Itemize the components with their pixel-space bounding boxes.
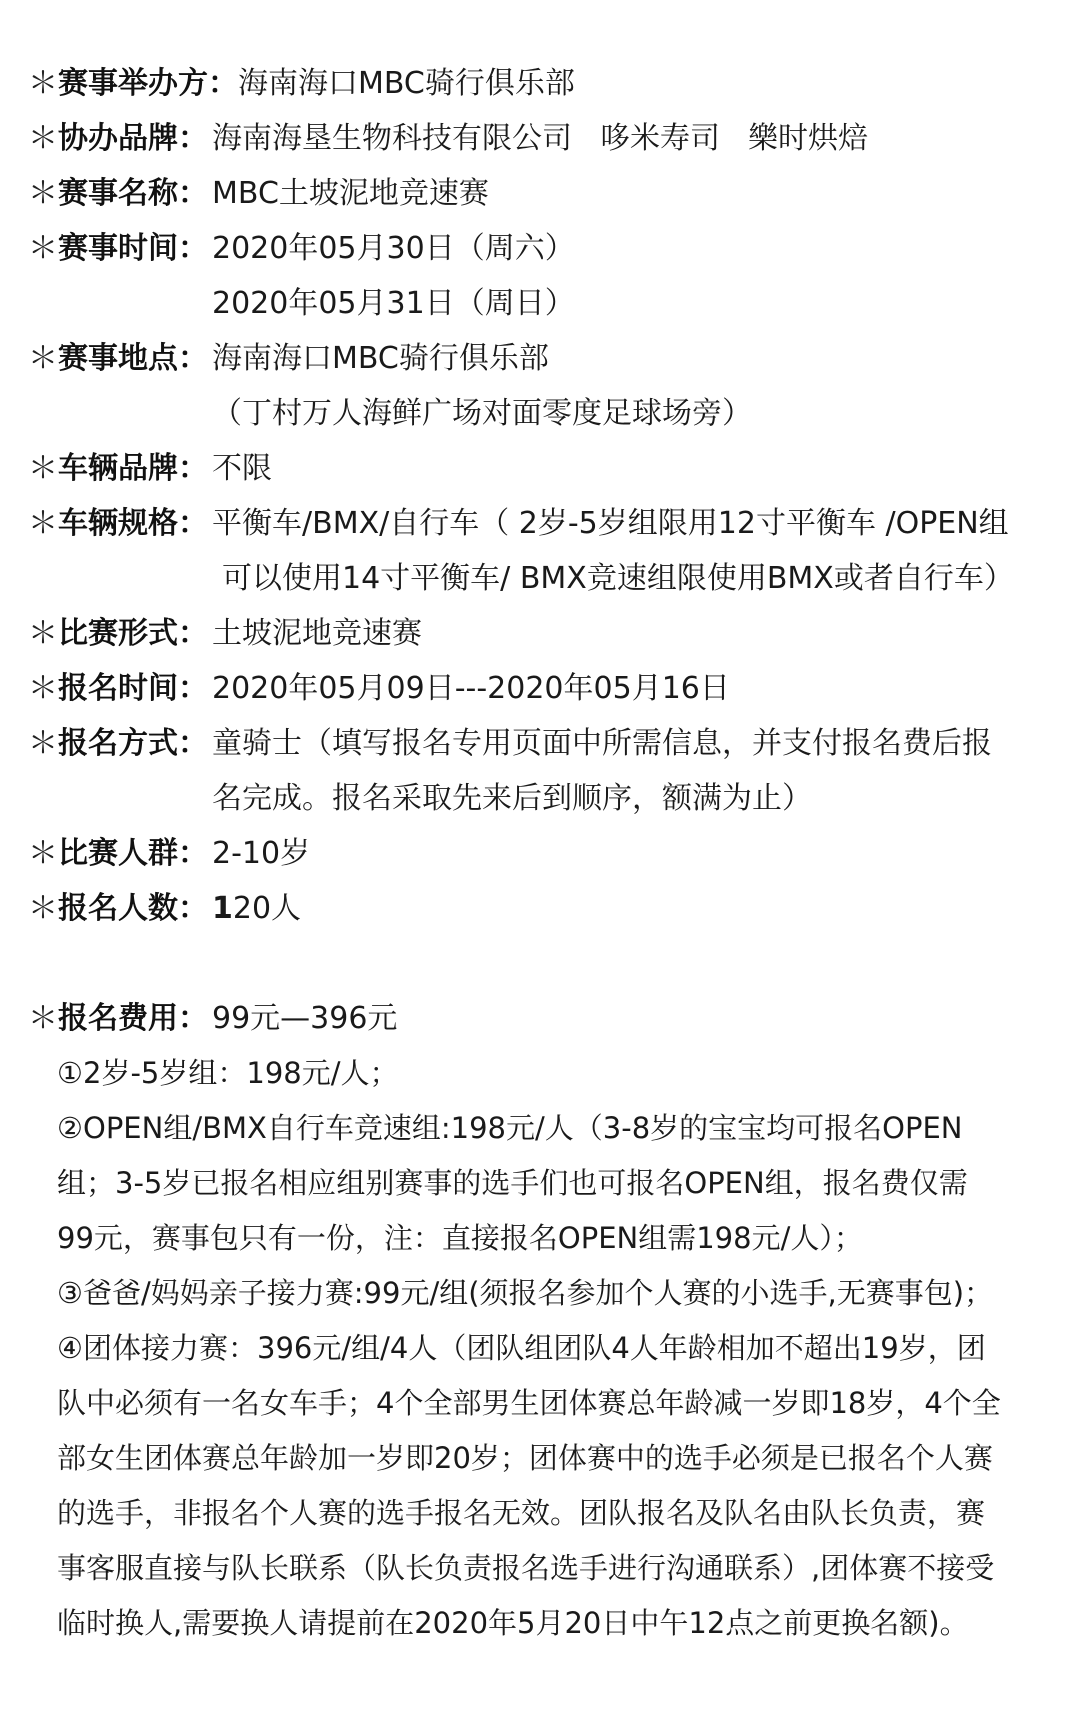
info-row-race-format (0, 606, 1080, 661)
bullet-star: ＊ (28, 176, 58, 211)
bullet-star: ＊ (28, 121, 58, 156)
row-label: 报名人数： (58, 891, 208, 926)
spacer (0, 936, 1080, 991)
bullet-star: ＊ (28, 231, 58, 266)
row-value: 童骑士（填写报名专用页面中所需信息，并支付报名费后报 (212, 726, 992, 761)
row-value: 土坡泥地竞速赛 (212, 616, 422, 651)
event-info-document (0, 56, 1080, 1651)
row-label: 车辆规格： (58, 506, 208, 541)
bullet-star: ＊ (28, 1001, 58, 1036)
info-row-vehicle-spec (0, 496, 1080, 606)
bullet-star: ＊ (28, 506, 58, 541)
fee-detail-line: 99元，赛事包只有一份，注：直接报名OPEN组需198元/人）； (57, 1221, 863, 1255)
fee-detail-line: 队中必须有一名女车手；4个全部男生团体赛总年龄减一岁即18岁，4个全 (57, 1386, 1001, 1420)
brand-name: 樂时烘焙 (748, 121, 868, 156)
fee-detail-line: 的选手，非报名个人赛的选手报名无效。团队报名及队名由队长负责，赛 (57, 1496, 986, 1530)
brand-name: 哆米寿司 (600, 121, 720, 156)
row-label: 比赛人群： (58, 836, 208, 871)
info-row-vehicle-brand (0, 441, 1080, 496)
fee-detail-line: ②OPEN组/BMX自行车竞速组:198元/人（3-8岁的宝宝均可报名OPEN (57, 1111, 963, 1145)
fee-detail-line: 组；3-5岁已报名相应组别赛事的选手们也可报名OPEN组，报名费仅需 (57, 1166, 968, 1200)
row-value: MBC土坡泥地竞速赛 (212, 176, 489, 211)
row-value: 名完成。报名采取先来后到顺序，额满为止） (212, 781, 812, 816)
fee-detail-line: ④团体接力赛：396元/组/4人（团队组团队4人年龄相加不超出19岁，团 (57, 1331, 986, 1365)
info-row-registration-method (0, 716, 1080, 826)
row-value: 2020年05月09日---2020年05月16日 (212, 671, 730, 706)
brand-name: 海南海垦生物科技有限公司 (212, 121, 572, 156)
bullet-star: ＊ (28, 726, 58, 761)
info-row-event-location (0, 331, 1080, 441)
bullet-star: ＊ (28, 671, 58, 706)
fee-detail-line: 部女生团体赛总年龄加一岁即20岁；团体赛中的选手必须是已报名个人赛 (57, 1441, 993, 1475)
row-label: 协办品牌： (58, 121, 208, 156)
row-value: 2020年05月31日（周日） (212, 286, 575, 321)
info-row-co-brands (0, 111, 1080, 166)
row-value: 2020年05月30日（周六） (212, 231, 575, 266)
row-label: 报名时间： (58, 671, 208, 706)
row-value: 不限 (212, 451, 272, 486)
fee-detail-line: 临时换人,需要换人请提前在2020年5月20日中午12点之前更换名额)。 (57, 1606, 969, 1640)
row-label: 赛事地点： (58, 341, 208, 376)
info-row-age-group (0, 826, 1080, 881)
info-row-participant-count (0, 881, 1080, 936)
count-prefix: 1 (212, 891, 233, 926)
info-row-event-time (0, 221, 1080, 331)
row-label: 报名方式： (58, 726, 208, 761)
row-label: 比赛形式： (58, 616, 208, 651)
bullet-star: ＊ (28, 891, 58, 926)
row-value: 可以使用14寸平衡车/ BMX竞速组限使用BMX或者自行车） (222, 561, 1014, 596)
row-value: 平衡车/BMX/自行车（ 2岁-5岁组限用12寸平衡车 /OPEN组 (212, 506, 1009, 541)
info-row-organizer (0, 56, 1080, 111)
info-row-registration-fee (0, 991, 1080, 1046)
bullet-star: ＊ (28, 616, 58, 651)
row-value: 99元—396元 (212, 1001, 398, 1036)
row-value: 海南海口MBC骑行俱乐部 (212, 341, 549, 376)
row-label: 报名费用： (58, 1001, 208, 1036)
row-label: 赛事时间： (58, 231, 208, 266)
fee-detail-line: 事客服直接与队长联系（队长负责报名选手进行沟通联系）,团体赛不接受 (57, 1551, 995, 1585)
fee-detail-line: ①2岁-5岁组：198元/人； (57, 1056, 399, 1090)
row-label: 车辆品牌： (58, 451, 208, 486)
bullet-star: ＊ (28, 836, 58, 871)
bullet-star: ＊ (28, 341, 58, 376)
count-rest: 20人 (232, 891, 302, 926)
row-value: （丁村万人海鲜广场对面零度足球场旁） (212, 396, 752, 431)
row-value: 2-10岁 (212, 836, 311, 871)
info-row-registration-time (0, 661, 1080, 716)
fee-details (57, 1046, 1047, 1651)
bullet-star: ＊ (28, 451, 58, 486)
row-value: 海南海口MBC骑行俱乐部 (238, 66, 575, 101)
fee-detail-line: ③爸爸/妈妈亲子接力赛:99元/组(须报名参加个人赛的小选手,无赛事包)； (57, 1276, 994, 1310)
info-row-event-name (0, 166, 1080, 221)
row-label: 赛事举办方： (58, 66, 238, 101)
row-label: 赛事名称： (58, 176, 208, 211)
bullet-star: ＊ (28, 66, 58, 101)
